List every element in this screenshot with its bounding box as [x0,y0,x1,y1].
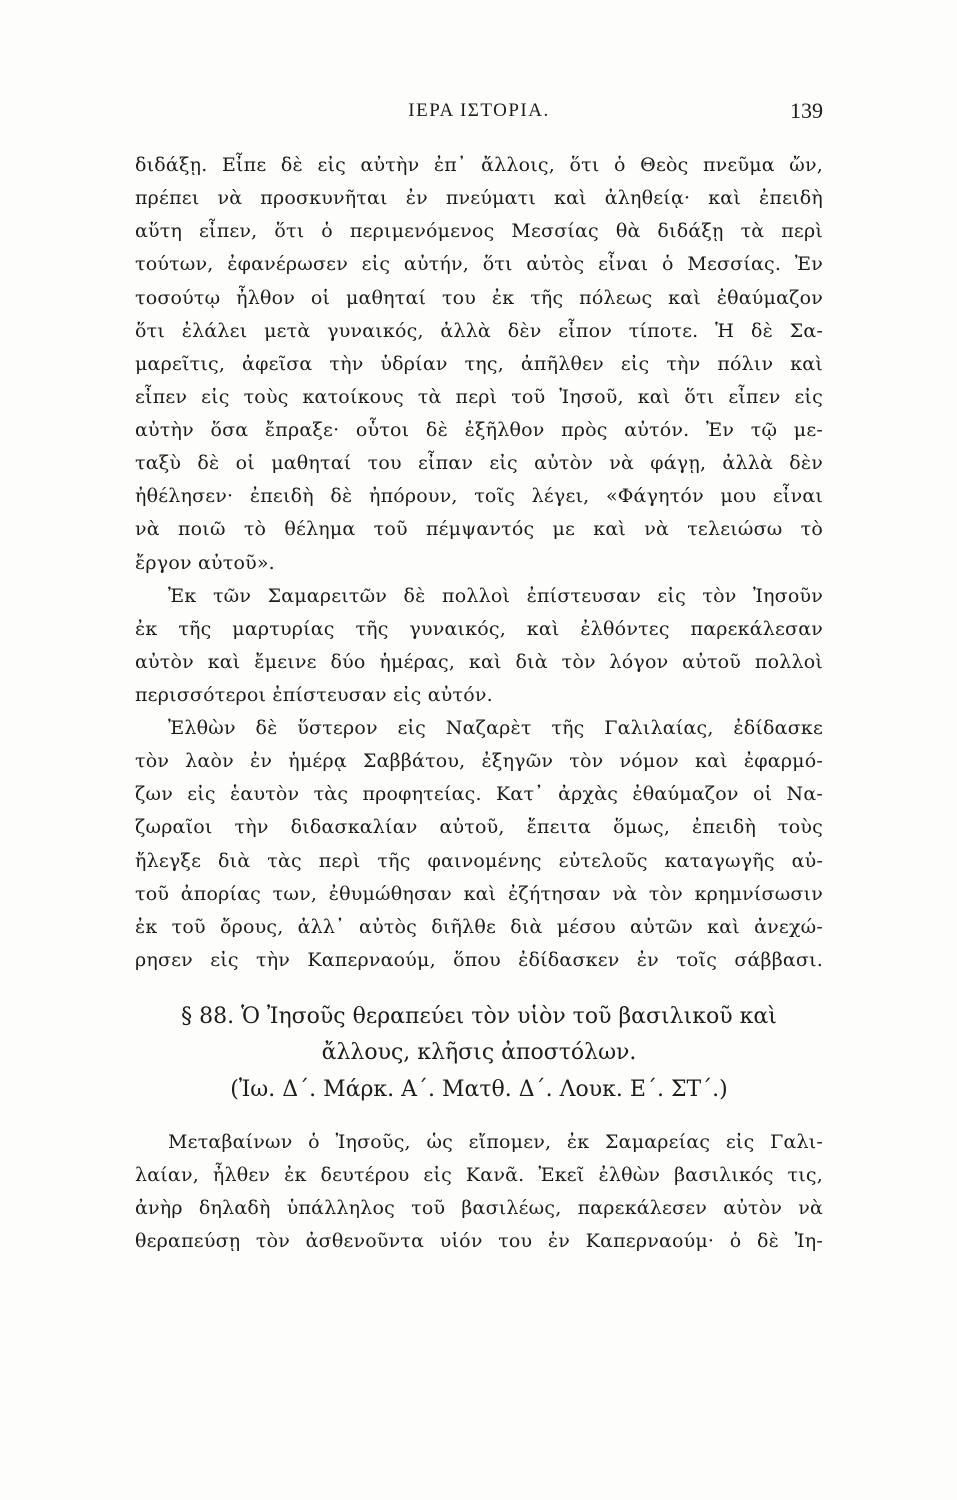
text-line: αὐτὸν καὶ ἔμεινε δύο ἡμέρας, καὶ διὰ τὸν λόγον αὐτοῦ πολλοὶ [135,651,823,673]
text-line: αὕτη εἶπεν, ὅτι ὁ περιμενόμενος Μεσσίας θὰ διδάξῃ τὰ περὶ [135,220,823,242]
page-header [135,100,823,130]
text-line: ὅτι ἐλάλει μετὰ γυναικός, ἀλλὰ δὲν εἶπον τίποτε. Ἡ δὲ Σα- [135,320,823,342]
text-line: νὰ ποιῶ τὸ θέλημα τοῦ πέμψαντός με καὶ νὰ τελειώσω τὸ [135,518,823,540]
text-line: ἀνὴρ δηλαδὴ ὑπάλληλος τοῦ βασιλέως, παρεκάλεσεν αὐτὸν νὰ [135,1197,823,1219]
page-number: 139 [790,98,823,123]
text-line: τοῦ ἀπορίας των, ἐθυμώθησαν καὶ ἐζήτησαν νὰ τὸν κρημνίσωσιν [135,883,823,905]
text-line: ἐκ τοῦ ὄρους, ἀλλ᾽ αὐτὸς διῆλθε διὰ μέσου αὐτῶν καὶ ἀνεχώ- [135,916,823,938]
text-line: τὸν λαὸν ἐν ἡμέρᾳ Σαββάτου, ἐξηγῶν τὸν νόμον καὶ ἐφαρμό- [135,750,823,772]
text-line: ζωραῖοι τὴν διδασκαλίαν αὐτοῦ, ἔπειτα ὅμως, ἐπειδὴ τοὺς [135,816,823,838]
text-line: περισσότεροι ἐπίστευσαν εἰς αὐτόν. [135,684,493,706]
text-line: τοσούτῳ ἦλθον οἱ μαθηταί του ἐκ τῆς πόλεως καὶ ἐθαύμαζον [135,287,823,309]
text-line: ταξὺ δὲ οἱ μαθηταί του εἶπαν εἰς αὐτὸν νὰ φάγῃ, ἀλλὰ δὲν [135,452,823,474]
text-line: ἔργον αὐτοῦ». [135,552,275,574]
text-line: λαίαν, ἦλθεν ἐκ δευτέρου εἰς Κανᾶ. Ἐκεῖ ἐλθὼν βασιλικός τις, [135,1164,823,1186]
text-line: ἤλεγξε διὰ τὰς περὶ τῆς φαινομένης εὐτελοῦς καταγωγῆς αὐ- [135,850,823,872]
text-line: τούτων, ἐφανέρωσεν εἰς αὐτήν, ὅτι αὐτὸς εἶναι ὁ Μεσσίας. Ἐν [135,253,823,275]
paragraph-first-line: Ἐκ τῶν Σαμαρειτῶν δὲ πολλοὶ ἐπίστευσαν εἰς τὸν Ἰησοῦν [168,585,823,607]
section-references: (Ἰω. Δ΄. Μάρκ. Α΄. Ματθ. Δ΄. Λουκ. Ε΄. ΣΤ΄.) [230,1077,728,1102]
text-line: ἠθέλησεν· ἐπειδὴ δὲ ἠπόρουν, τοῖς λέγει, «Φάγητόν μου εἶναι [135,485,823,507]
text-line: ζων εἰς ἑαυτὸν τὰς προφητείας. Κατ᾽ ἀρχὰς ἐθαύμαζον οἱ Να- [135,783,823,805]
text-line: μαρεῖτις, ἀφεῖσα τὴν ὑδρίαν της, ἀπῆλθεν εἰς τὴν πόλιν καὶ [135,353,823,375]
running-title: ΙΕΡΑ ΙΣΤΟΡΙΑ. [408,100,550,121]
text-line: ἐκ τῆς μαρτυρίας τῆς γυναικός, καὶ ἐλθόντες παρεκάλεσαν [135,618,823,640]
text-line: πρέπει νὰ προσκυνῆται ἐν πνεύματι καὶ ἀληθείᾳ· καὶ ἐπειδὴ [135,187,823,209]
text-line: εἶπεν εἰς τοὺς κατοίκους τὰ περὶ τοῦ Ἰησοῦ, καὶ ὅτι εἶπεν εἰς [135,386,823,408]
section-heading-continued: ἄλλους, κλῆσις ἀποστόλων. [321,1040,637,1065]
text-line: θεραπεύσῃ τὸν ἀσθενοῦντα υἱόν του ἐν Καπερναούμ· ὁ δὲ Ἰη- [135,1230,823,1252]
paragraph-first-line: Ἐλθὼν δὲ ὕστερον εἰς Ναζαρὲτ τῆς Γαλιλαίας, ἐδίδασκε [168,717,823,739]
text-line: ρησεν εἰς τὴν Καπερναούμ, ὅπου ἐδίδασκεν ἐν τοῖς σάββασι. [135,949,823,971]
text-line: αὐτὴν ὅσα ἔπραξε· οὗτοι δὲ ἐξῆλθον πρὸς αὐτόν. Ἐν τῷ με- [135,419,823,441]
text-line: διδάξῃ. Εἶπε δὲ εἰς αὐτὴν ἐπ᾽ ἄλλοις, ὅτι ὁ Θεὸς πνεῦμα ὤν, [135,154,823,176]
paragraph-first-line: Μεταβαίνων ὁ Ἰησοῦς, ὡς εἴπομεν, ἐκ Σαμαρείας εἰς Γαλι- [168,1131,823,1153]
section-heading: § 88. Ὁ Ἰησοῦς θεραπεύει τὸν υἱὸν τοῦ βασιλικοῦ καὶ [181,1004,777,1029]
